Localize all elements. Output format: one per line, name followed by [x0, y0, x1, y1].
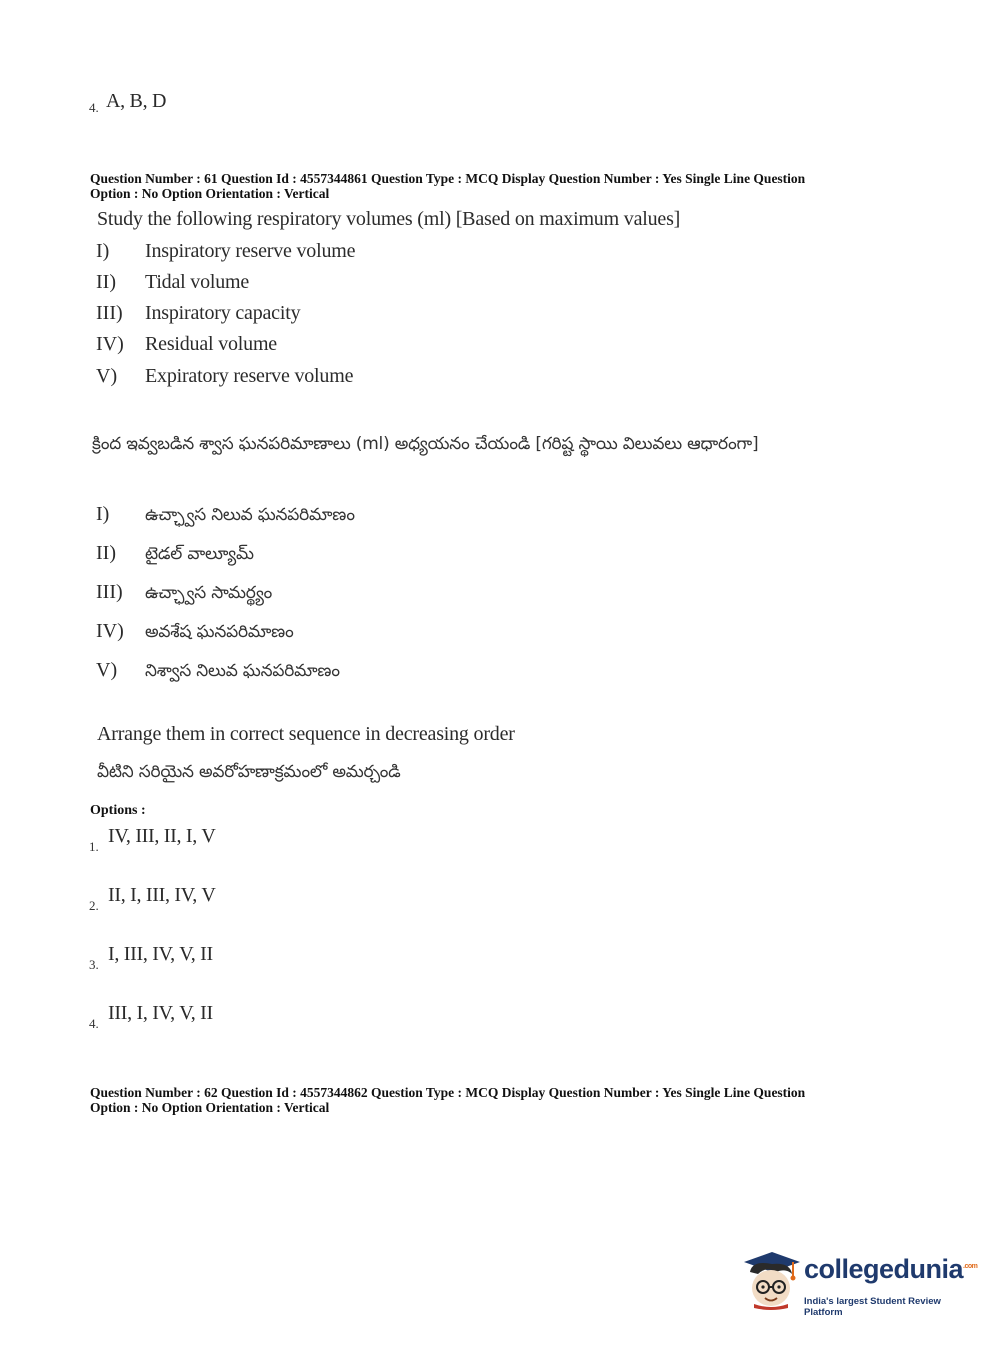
option-number: 1.	[89, 839, 99, 854]
item-te-text: అవశేష ఘనపరిమాణం	[145, 622, 294, 642]
q62-meta-line1: Question Number : 62 Question Id : 4557344862 Question Type : MCQ Display Question Number : Yes Single Line Question	[90, 1085, 806, 1100]
item-en-text: Inspiratory reserve volume	[145, 240, 356, 262]
item-te-number: III)	[96, 581, 123, 603]
q61-stem-te: క్రింద ఇవ్వబడిన శ్వాస ఘనపరిమాణాలు (ml) అధ్యయనం చేయండి [గరిష్ట స్థాయి విలువలు ఆధారంగా]	[92, 434, 759, 454]
option-text[interactable]: IV, III, II, I, V	[108, 825, 216, 847]
item-te-number: I)	[96, 503, 110, 525]
item-en-number: II)	[96, 271, 116, 293]
item-te-number: IV)	[96, 620, 124, 642]
collegedunia-logo	[742, 1250, 978, 1318]
item-te-text: ఉచ్ఛ్వాస నిలువ ఘనపరిమాణం	[145, 505, 355, 525]
logo-tagline: India's largest Student Review Platform	[804, 1296, 941, 1318]
q62-meta	[90, 1085, 910, 1115]
option-number: 3.	[89, 957, 99, 972]
logo-wordmark	[804, 1254, 977, 1285]
item-en-number: V)	[96, 365, 118, 387]
item-en-text: Residual volume	[145, 333, 277, 355]
option-text[interactable]: I, III, IV, V, II	[108, 943, 213, 965]
q61-instruction-te: వీటిని సరియైన అవరోహణాక్రమంలో అమర్చండి	[97, 762, 401, 782]
item-en-text: Expiratory reserve volume	[145, 365, 354, 387]
item-en-text: Inspiratory capacity	[145, 302, 301, 324]
q61-meta-line2: Option : No Option Orientation : Vertical	[90, 186, 330, 201]
item-en-number: III)	[96, 302, 123, 324]
q61-instruction-en: Arrange them in correct sequence in decreasing order	[97, 723, 515, 745]
item-te-text: టైడల్ వాల్యూమ్	[145, 544, 254, 564]
option-number: 2.	[89, 898, 99, 913]
item-te-number: V)	[96, 659, 118, 681]
item-en-number: IV)	[96, 333, 124, 355]
item-te-text: ఉచ్ఛ్వాస సామర్థ్యం	[145, 583, 273, 603]
item-te-number: II)	[96, 542, 116, 564]
option-text[interactable]: III, I, IV, V, II	[108, 1002, 213, 1024]
options-label: Options :	[90, 803, 146, 818]
q62-meta-line2: Option : No Option Orientation : Vertical	[90, 1100, 330, 1115]
q61-stem-en: Study the following respiratory volumes (ml) [Based on maximum values]	[97, 208, 681, 230]
logo-suffix: .com	[963, 1263, 978, 1270]
q61-meta	[90, 171, 910, 201]
option-number: 4.	[89, 1016, 99, 1031]
item-en-number: I)	[96, 240, 110, 262]
mascot-icon	[742, 1250, 802, 1310]
prev-option-number: 4.	[89, 100, 99, 115]
logo-name: collegedunia	[804, 1254, 964, 1284]
option-text[interactable]: II, I, III, IV, V	[108, 884, 216, 906]
prev-option-text: A, B, D	[106, 90, 167, 112]
q61-meta-line1: Question Number : 61 Question Id : 4557344861 Question Type : MCQ Display Question Number : Yes Single Line Question	[90, 171, 806, 186]
item-en-text: Tidal volume	[145, 271, 250, 293]
item-te-text: నిశ్వాస నిలువ ఘనపరిమాణం	[145, 661, 340, 681]
